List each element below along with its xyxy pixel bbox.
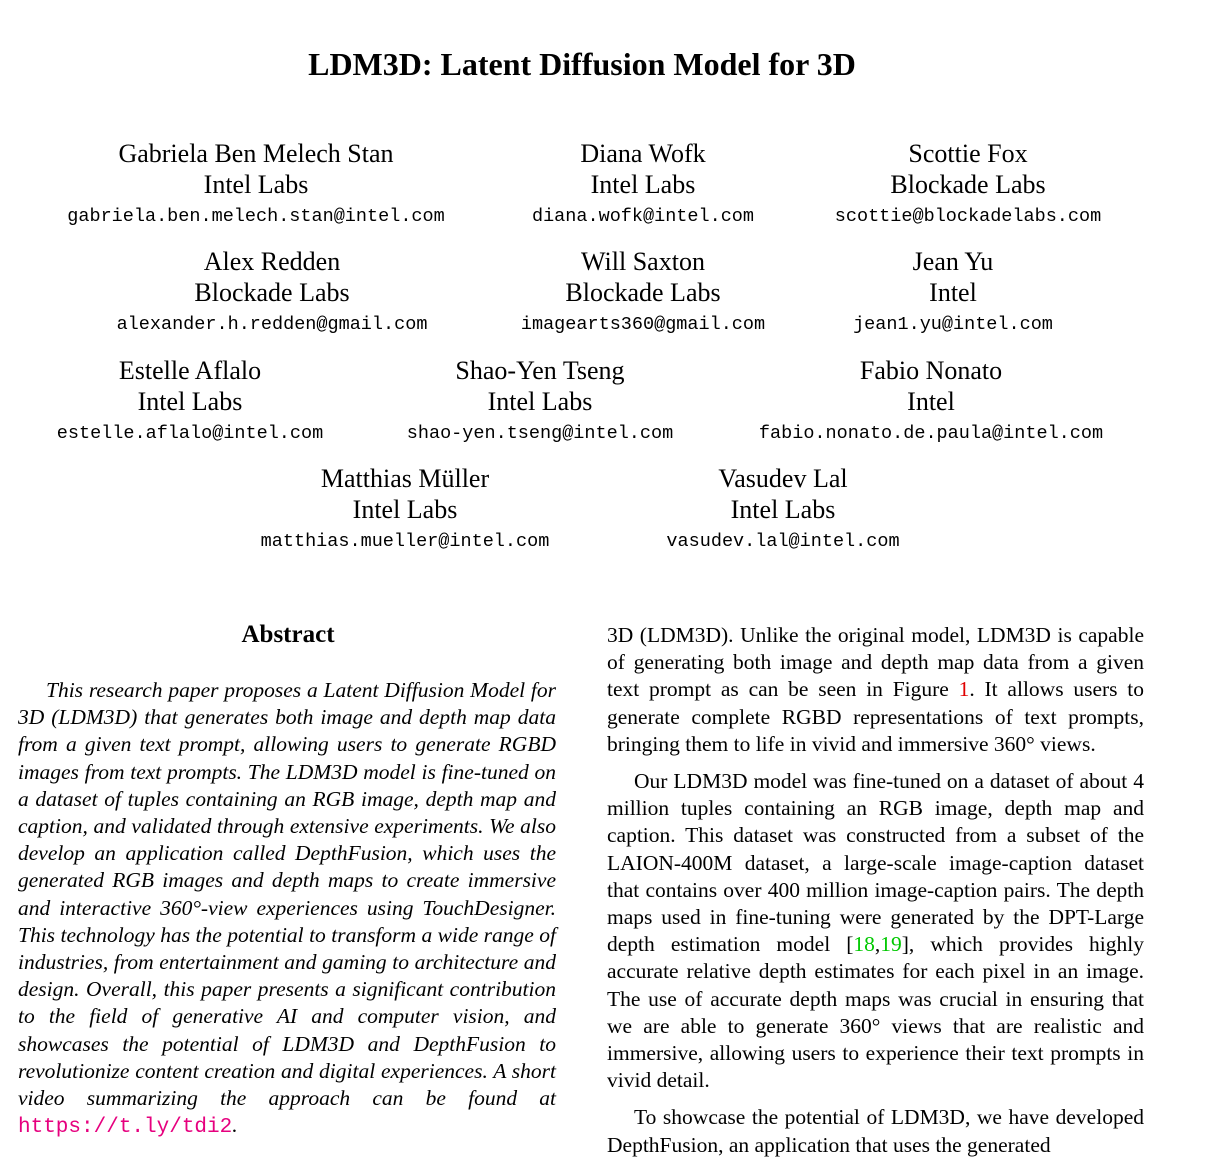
author-block [261, 463, 550, 554]
author-affiliation: Blockade Labs [890, 170, 1046, 199]
author-email[interactable]: scottie@blockadelabs.com [834, 206, 1102, 227]
author-affiliation: Intel Labs [352, 495, 458, 524]
author-email[interactable]: diana.wofk@intel.com [531, 206, 755, 227]
author-email[interactable]: alexander.h.redden@gmail.com [116, 314, 428, 335]
body-text: ], which provides highly accurate relative depth estimates for each pixel in an image. The use of accurate depth maps was crucial in ensuring that we are able to generate 360° views that are realistic and immersive, allowing users to experience their text prompts in vivid detail. [607, 932, 1144, 1093]
body-text: To showcase the potential of LDM3D, we have developed DepthFusion, an application that uses the generated [607, 1105, 1144, 1157]
body-paragraph [607, 768, 1144, 1094]
citation-separator: , [874, 932, 881, 957]
paper-title: LDM3D: Latent Diffusion Model for 3D [308, 46, 856, 82]
abstract-heading: Abstract [241, 621, 335, 648]
author-block [759, 355, 1103, 446]
author-name: Estelle Aflalo [118, 356, 262, 385]
author-block [117, 246, 428, 337]
author-affiliation: Intel Labs [203, 170, 309, 199]
author-block [835, 138, 1101, 229]
author-name: Matthias Müller [320, 464, 490, 493]
body-text: . It allows users to generate complete RGBD representations of text prompts, bringing them to life in vivid and immersive 360° views. [607, 677, 1145, 756]
author-email[interactable]: shao-yen.tseng@intel.com [406, 423, 674, 444]
author-name: Vasudev Lal [718, 464, 848, 493]
abstract-text [18, 677, 556, 1141]
author-affiliation: Intel Labs [487, 387, 593, 416]
author-name: Alex Redden [203, 247, 341, 276]
video-link[interactable]: https://t.ly/tdi2 [18, 1116, 233, 1140]
abstract-end: . [232, 1113, 238, 1138]
author-email[interactable]: estelle.aflalo@intel.com [56, 423, 324, 444]
author-block [853, 246, 1053, 337]
author-email[interactable]: fabio.nonato.de.paula@intel.com [758, 423, 1104, 444]
body-paragraph [607, 1104, 1144, 1158]
author-name: Fabio Nonato [859, 356, 1003, 385]
author-affiliation: Intel Labs [590, 170, 696, 199]
author-name: Diana Wofk [580, 139, 706, 168]
author-block [532, 138, 754, 229]
citation-link[interactable]: 19 [880, 932, 902, 957]
author-email[interactable]: matthias.mueller@intel.com [260, 531, 550, 552]
author-affiliation: Blockade Labs [194, 278, 350, 307]
author-email[interactable]: vasudev.lal@intel.com [666, 531, 900, 552]
author-block [67, 138, 444, 229]
author-affiliation: Intel Labs [730, 495, 836, 524]
author-affiliation: Intel Labs [137, 387, 243, 416]
author-email[interactable]: jean1.yu@intel.com [853, 314, 1053, 335]
author-email[interactable]: imagearts360@gmail.com [520, 314, 766, 335]
body-text: Our LDM3D model was fine-tuned on a dataset of about 4 million tuples containing an RGB image, depth map and caption. This dataset was constructed from a subset of the LAION-400M dataset, a large-scale image-caption dataset that contains over 400 million image-caption pairs. The depth maps used in fine-tuning were generated by the DPT-Large depth estimation model [ [607, 769, 1144, 957]
body-paragraph [607, 622, 1144, 758]
author-affiliation: Blockade Labs [565, 278, 721, 307]
author-name: Scottie Fox [908, 139, 1028, 168]
author-affiliation: Intel [907, 387, 955, 416]
figure-reference-link[interactable]: 1 [958, 677, 970, 702]
body-text-column [607, 622, 1144, 1169]
author-name: Will Saxton [581, 247, 705, 276]
citation-link[interactable]: 18 [853, 932, 875, 957]
author-block [666, 463, 899, 554]
body-text: 3D (LDM3D). Unlike the original model, LDM3D is capable of generating both image and depth map data from a given text prompt as can be seen in Figure [607, 623, 1144, 702]
author-block [57, 355, 323, 446]
author-block [407, 355, 673, 446]
author-name: Shao-Yen Tseng [455, 356, 625, 385]
author-name: Gabriela Ben Melech Stan [118, 139, 394, 168]
author-name: Jean Yu [912, 247, 994, 276]
author-affiliation: Intel [929, 278, 977, 307]
author-email[interactable]: gabriela.ben.melech.stan@intel.com [67, 206, 445, 227]
author-block [521, 246, 765, 337]
abstract-paragraph: This research paper proposes a Latent Diffusion Model for 3D (LDM3D) that generates both image and depth map data from a given text prompt, allowing users to generate RGBD images from text prompts. The LDM3D model is fine-tuned on a dataset of tuples containing an RGB image, depth map and caption, and validated through extensive experiments. We also develop an application called DepthFusion, which uses the generated RGB images and depth maps to create immersive and interactive 360°-view experiences using TouchDesigner. This technology has the potential to transform a wide range of industries, from entertainment and gaming to architecture and design. Overall, this paper presents a significant contribution to the field of generative AI and computer vision, and showcases the potential of LDM3D and DepthFusion to revolutionize content creation and digital experiences. A short video summarizing the approach can be found at [18, 678, 556, 1111]
